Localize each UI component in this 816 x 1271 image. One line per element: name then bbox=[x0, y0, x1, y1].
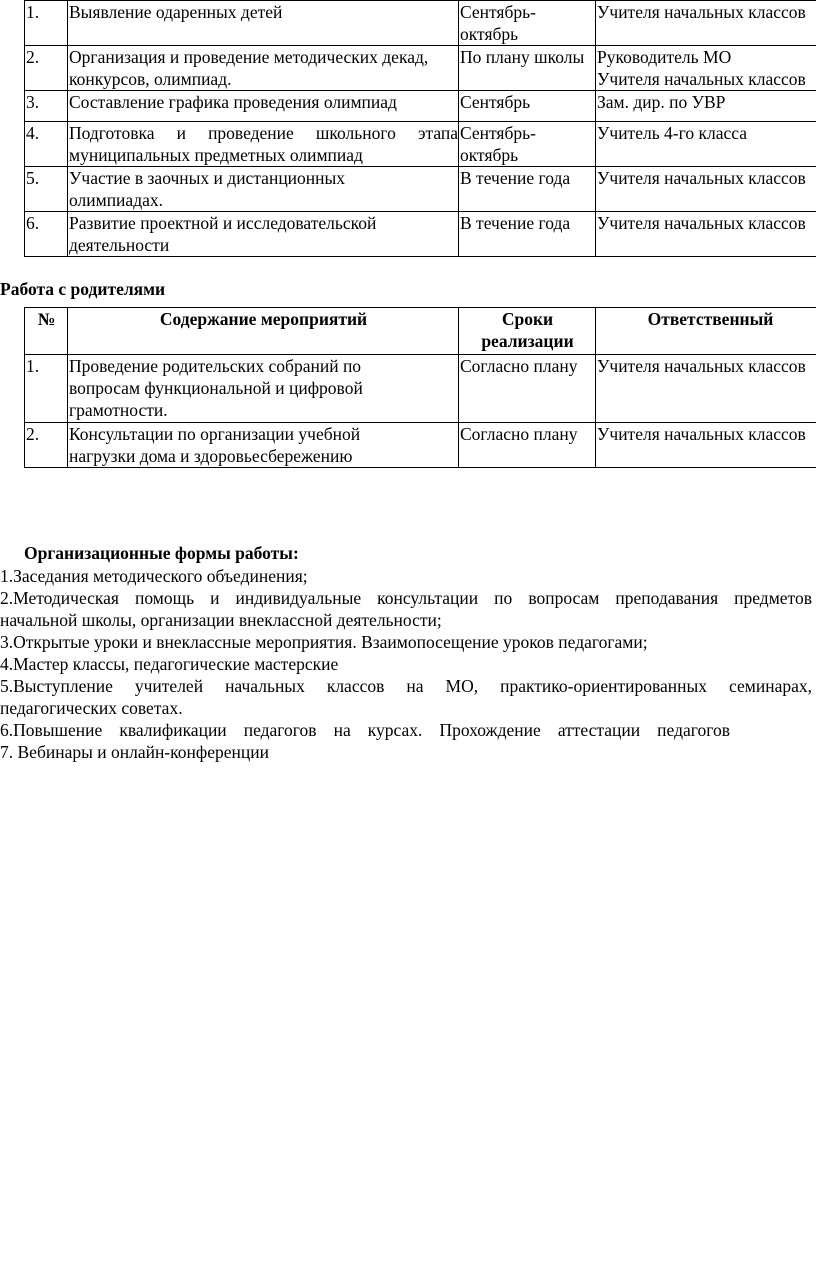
parents-table bbox=[24, 307, 816, 468]
forms-line: 4.Мастер классы, педагогические мастерские bbox=[0, 654, 339, 674]
row-content bbox=[68, 167, 459, 212]
content-line: Проведение родительских собраний по bbox=[69, 356, 362, 376]
header-number: № bbox=[25, 308, 68, 355]
resp-line: Зам. дир. по УВР bbox=[597, 92, 726, 112]
row-content bbox=[68, 212, 459, 257]
row-number: 2. bbox=[25, 423, 68, 468]
content-line: Организация и проведение методических декад, bbox=[69, 47, 429, 67]
resp-line: Учителя начальных классов bbox=[597, 356, 806, 376]
row-number: 1. bbox=[25, 1, 68, 46]
forms-line: 3.Открытые уроки и внеклассные мероприятия. Взаимопосещение уроков педагогами; bbox=[0, 632, 648, 652]
row-term bbox=[459, 46, 596, 91]
row-responsible bbox=[596, 423, 816, 468]
forms-line: начальной школы, организации внеклассной деятельности; bbox=[0, 610, 442, 630]
forms-title: Организационные формы работы: bbox=[24, 543, 299, 563]
header-term-line: реализации bbox=[481, 331, 574, 351]
row-number: 2. bbox=[25, 46, 68, 91]
table-row bbox=[25, 423, 816, 468]
content-line: нагрузки дома и здоровьесбережению bbox=[69, 446, 353, 466]
row-responsible bbox=[596, 1, 816, 46]
resp-line: Учителя начальных классов bbox=[597, 424, 806, 444]
row-term bbox=[459, 423, 596, 468]
table-row bbox=[25, 212, 816, 257]
term-line: В течение года bbox=[460, 213, 571, 233]
row-responsible bbox=[596, 212, 816, 257]
content-line: муниципальных предметных олимпиад bbox=[69, 145, 363, 165]
content-line: Выявление одаренных детей bbox=[69, 2, 283, 22]
content-line: Подготовка и проведение школьного этапа bbox=[69, 123, 458, 143]
row-responsible bbox=[596, 46, 816, 91]
table-header-row bbox=[25, 308, 816, 355]
term-line: Согласно плану bbox=[460, 424, 578, 444]
table-row bbox=[25, 122, 816, 167]
term-line: Сентябрь- bbox=[460, 2, 536, 22]
row-number: 3. bbox=[25, 91, 68, 122]
header-responsible: Ответственный bbox=[596, 308, 816, 355]
term-line: В течение года bbox=[460, 168, 571, 188]
header-term bbox=[459, 308, 596, 355]
term-line: Сентябрь- bbox=[460, 123, 536, 143]
resp-line: Учитель 4-го класса bbox=[597, 123, 748, 143]
row-term bbox=[459, 167, 596, 212]
term-line: По плану школы bbox=[460, 47, 585, 67]
term-line: октябрь bbox=[460, 24, 519, 44]
row-term bbox=[459, 122, 596, 167]
row-content bbox=[68, 46, 459, 91]
term-line: Сентябрь bbox=[460, 92, 531, 112]
content-line: Участие в заочных и дистанционных bbox=[69, 168, 346, 188]
row-content bbox=[68, 91, 459, 122]
content-line: Составление графика проведения олимпиад bbox=[69, 92, 397, 112]
row-number: 5. bbox=[25, 167, 68, 212]
row-responsible bbox=[596, 355, 816, 423]
header-content: Содержание мероприятий bbox=[68, 308, 459, 355]
content-line: грамотности. bbox=[69, 400, 168, 420]
header-term-line: Сроки bbox=[501, 309, 554, 329]
table-row bbox=[25, 91, 816, 122]
table-row bbox=[25, 355, 816, 423]
table-row bbox=[25, 46, 816, 91]
resp-line: Учителя начальных классов bbox=[597, 2, 806, 22]
table-row bbox=[25, 1, 816, 46]
organizational-forms bbox=[0, 542, 812, 763]
forms-line: 6.Повышение квалификации педагогов на курсах. Прохождение аттестации педагогов bbox=[0, 720, 730, 740]
row-term bbox=[459, 91, 596, 122]
content-line: олимпиадах. bbox=[69, 190, 163, 210]
resp-line: Руководитель МО bbox=[597, 47, 732, 67]
row-number: 4. bbox=[25, 122, 68, 167]
forms-line: 2.Методическая помощь и индивидуальные консультации по вопросам преподавания предметов bbox=[0, 588, 812, 608]
content-line: Консультации по организации учебной bbox=[69, 424, 361, 444]
content-line: деятельности bbox=[69, 235, 170, 255]
resp-line: Учителя начальных классов bbox=[597, 168, 806, 188]
row-term bbox=[459, 1, 596, 46]
row-content bbox=[68, 355, 459, 423]
row-term bbox=[459, 355, 596, 423]
row-content bbox=[68, 1, 459, 46]
row-content bbox=[68, 122, 459, 167]
forms-line: 5.Выступление учителей начальных классов на МО, практико-ориентированных семинарах, bbox=[0, 676, 812, 696]
row-term bbox=[459, 212, 596, 257]
term-line: Согласно плану bbox=[460, 356, 578, 376]
content-line: Развитие проектной и исследовательской bbox=[69, 213, 377, 233]
row-responsible bbox=[596, 167, 816, 212]
forms-line: педагогических советах. bbox=[0, 698, 183, 718]
row-content bbox=[68, 423, 459, 468]
section-title: Работа с родителями bbox=[0, 279, 166, 299]
resp-line: Учителя начальных классов bbox=[597, 213, 806, 233]
term-line: октябрь bbox=[460, 145, 519, 165]
row-responsible bbox=[596, 122, 816, 167]
forms-line: 7. Вебинары и онлайн-конференции bbox=[0, 742, 269, 762]
row-number: 6. bbox=[25, 212, 68, 257]
resp-line: Учителя начальных классов bbox=[597, 69, 806, 89]
forms-line: 1.Заседания методического объединения; bbox=[0, 566, 308, 586]
content-line: конкурсов, олимпиад. bbox=[69, 69, 232, 89]
row-number: 1. bbox=[25, 355, 68, 423]
content-line: вопросам функциональной и цифровой bbox=[69, 378, 363, 398]
row-responsible bbox=[596, 91, 816, 122]
table-row bbox=[25, 167, 816, 212]
activities-table bbox=[24, 0, 816, 257]
